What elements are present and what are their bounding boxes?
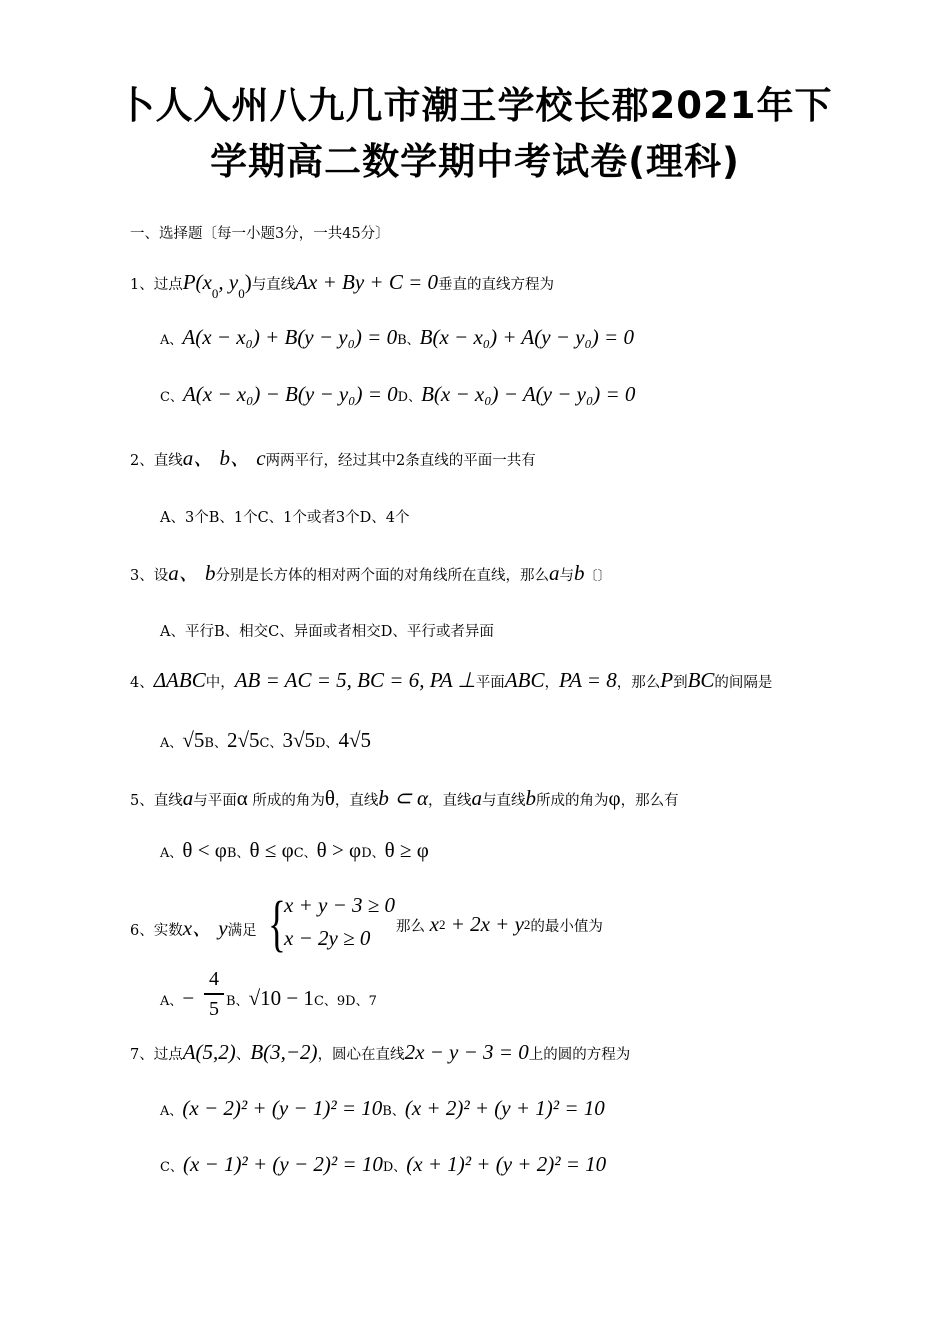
question-text: 的最小值为 (530, 919, 603, 935)
question-6-expression (396, 912, 603, 937)
math-line-equation: 2x − y − 3 = 0 (404, 1040, 529, 1064)
question-text: ，直线 (334, 793, 379, 809)
option-d: √5 (348, 728, 371, 752)
question-5-options (160, 838, 429, 863)
question-4 (130, 668, 772, 693)
question-text: 那么 (396, 919, 425, 935)
question-6-option-a-label (160, 986, 194, 1011)
option-label: B、 (397, 333, 420, 348)
question-text: 到 (673, 675, 688, 691)
option-label: A、 (160, 846, 183, 861)
fraction-numerator: 4 (209, 968, 219, 990)
question-text: ，直线 (428, 793, 472, 809)
question-text: ， (544, 675, 559, 691)
question-number: 2、 (130, 453, 154, 469)
question-text: 满足 (227, 923, 257, 939)
question-text: 直线 (153, 453, 183, 469)
question-text: ，那么有 (620, 793, 679, 809)
math-lines: a、 b (168, 561, 216, 585)
option-label: C、 (160, 1160, 183, 1175)
section-heading: 一、选择题〔每一小题3分，一共45分〕 (130, 226, 390, 242)
option-d: B(x − x₀) − A(y − y₀) = 0 (421, 382, 636, 406)
question-text: 实数 (153, 923, 183, 939)
math-var: a (471, 786, 483, 810)
math-point: , y (218, 270, 239, 294)
question-text: ，那么 (616, 675, 661, 691)
option-d-coef: 4 (338, 728, 349, 752)
option-d: (x + 1)² + (y + 2)² = 10 (406, 1152, 607, 1176)
question-2-options: A、3个B、1个C、1个或者3个D、4个 (160, 510, 410, 526)
option-a-fraction (204, 968, 224, 1020)
option-c: A(x − x₀) − B(y − y₀) = 0 (182, 382, 398, 406)
math-segment: BC (687, 668, 715, 692)
math-condition: PA = 8 (558, 668, 617, 692)
option-label: B、 (226, 994, 249, 1009)
math-var: φ (608, 786, 621, 810)
math-subscript: 0 (238, 286, 245, 301)
math-superscript: 2 (523, 917, 531, 932)
math-point: P (660, 668, 674, 692)
question-text: 所成的角为 (536, 793, 609, 809)
math-var: a (548, 561, 560, 585)
math-var: a (182, 786, 194, 810)
option-label: A、 (160, 736, 183, 751)
question-text: 上的圆的方程为 (528, 1047, 631, 1063)
option-label: D、 (397, 390, 422, 405)
option-d: θ ≥ φ (384, 838, 429, 862)
math-point: ) (244, 270, 252, 294)
question-text: 中， (205, 675, 235, 691)
option-c: √5 (292, 728, 315, 752)
question-7-options-ab (160, 1096, 605, 1121)
question-text: 两两平行，经过其中2条直线的平面一共有 (265, 453, 536, 469)
fraction-bar (204, 993, 224, 995)
question-text: 过点 (153, 1047, 183, 1063)
option-a: θ < φ (182, 838, 227, 862)
option-label: B、 (382, 1104, 405, 1119)
math-lines: a、 b、 c (182, 446, 266, 470)
option-a: A(x − x₀) + B(y − y₀) = 0 (182, 325, 398, 349)
option-label: C、 (259, 736, 283, 751)
question-7-options-cd (160, 1152, 606, 1177)
question-text: ，圆心在直线 (317, 1047, 405, 1063)
math-point: P(x (182, 270, 212, 294)
math-superscript: 2 (438, 917, 446, 932)
question-1-options-ab (160, 325, 634, 350)
question-3-options: A、平行B、相交C、异面或者相交D、平行或者异面 (160, 624, 494, 640)
option-b-coef: 2 (226, 728, 238, 752)
math-expression: x (429, 912, 439, 936)
question-6-options-rest (226, 986, 377, 1011)
system-line-1: x + y − 3 ≥ 0 (284, 893, 396, 917)
fraction-denominator: 5 (209, 997, 219, 1020)
question-text: 的间隔是 (714, 675, 773, 691)
page-title-line2: 学期高二数学期中考试卷(理科) (210, 140, 740, 183)
question-1 (130, 270, 555, 301)
option-a-sign: − (182, 986, 195, 1010)
option-label: A、 (160, 1104, 183, 1119)
option-a: (x − 2)² + (y − 1)² = 10 (182, 1096, 383, 1120)
option-a: √5 (182, 728, 205, 752)
question-1-options-cd (160, 382, 635, 407)
options-c-d: C、9D、7 (313, 994, 377, 1009)
math-subscript: 0 (211, 286, 219, 301)
math-condition: AB = AC = 5, BC = 6, PA ⊥ (234, 668, 476, 692)
question-6 (130, 912, 257, 942)
option-b: (x + 2)² + (y + 1)² = 10 (404, 1096, 605, 1120)
question-number: 3、 (130, 568, 154, 584)
option-c: (x − 1)² + (y − 2)² = 10 (182, 1152, 383, 1176)
question-5 (130, 786, 679, 811)
math-triangle: ΔABC (153, 668, 206, 692)
option-b: B(x − x₀) + A(y − y₀) = 0 (419, 325, 634, 349)
question-number: 4、 (130, 675, 154, 691)
option-label: A、 (160, 333, 183, 348)
system-line-2: x − 2y ≥ 0 (284, 926, 371, 950)
question-text: 与平面 (193, 793, 237, 809)
question-number: 5、 (130, 793, 154, 809)
math-point: A(5,2) (182, 1040, 236, 1064)
option-label: A、 (160, 994, 183, 1009)
option-c-coef: 3 (282, 728, 293, 752)
answer-bracket: 〔〕 (584, 569, 611, 584)
math-plane: ABC (504, 668, 545, 692)
question-text: 、 (235, 1047, 251, 1063)
page-title-line1: 卜人入州八九几市潮王学校长郡2021年下 (117, 84, 833, 127)
option-label: B、 (204, 736, 227, 751)
option-c: θ > φ (316, 838, 362, 862)
question-text: 直线 (153, 793, 183, 809)
question-text: 设 (153, 568, 169, 584)
option-label: D、 (315, 736, 339, 751)
math-var: b (573, 561, 585, 585)
question-text: 分别是长方体的相对两个面的对角线所在直线，那么 (215, 568, 549, 584)
question-text: 与 (559, 568, 574, 584)
math-point: B(3,−2) (250, 1040, 318, 1064)
math-condition: b ⊂ α (378, 786, 429, 810)
question-number: 1、 (130, 277, 154, 293)
math-var: θ (324, 786, 335, 810)
question-number: 7、 (130, 1047, 154, 1063)
question-text: 垂直的直线方程为 (438, 277, 555, 293)
question-text: 与直线 (482, 793, 526, 809)
math-line-equation: Ax + By + C = 0 (295, 270, 439, 294)
option-b: √10 − 1 (248, 986, 314, 1010)
question-text: 与直线 (251, 277, 296, 293)
option-label: C、 (160, 390, 183, 405)
question-text: 所成的角为 (252, 793, 325, 809)
question-number: 6、 (130, 923, 154, 939)
option-b: √5 (237, 728, 260, 752)
question-4-options (160, 728, 371, 753)
option-label: D、 (382, 1160, 407, 1175)
option-label: B、 (226, 846, 250, 861)
math-var: b (525, 786, 537, 810)
question-text: 过点 (153, 277, 183, 293)
option-label: C、 (293, 846, 317, 861)
question-text: 平面 (475, 675, 505, 691)
math-vars: x、 y (182, 916, 228, 940)
option-b: θ ≤ φ (249, 838, 294, 862)
option-label: D、 (361, 846, 385, 861)
question-2 (130, 442, 536, 472)
question-3 (130, 557, 611, 587)
math-var: α (236, 786, 248, 810)
left-brace: { (268, 890, 286, 958)
math-expression: + 2x + y (445, 912, 524, 936)
question-7 (130, 1040, 630, 1065)
